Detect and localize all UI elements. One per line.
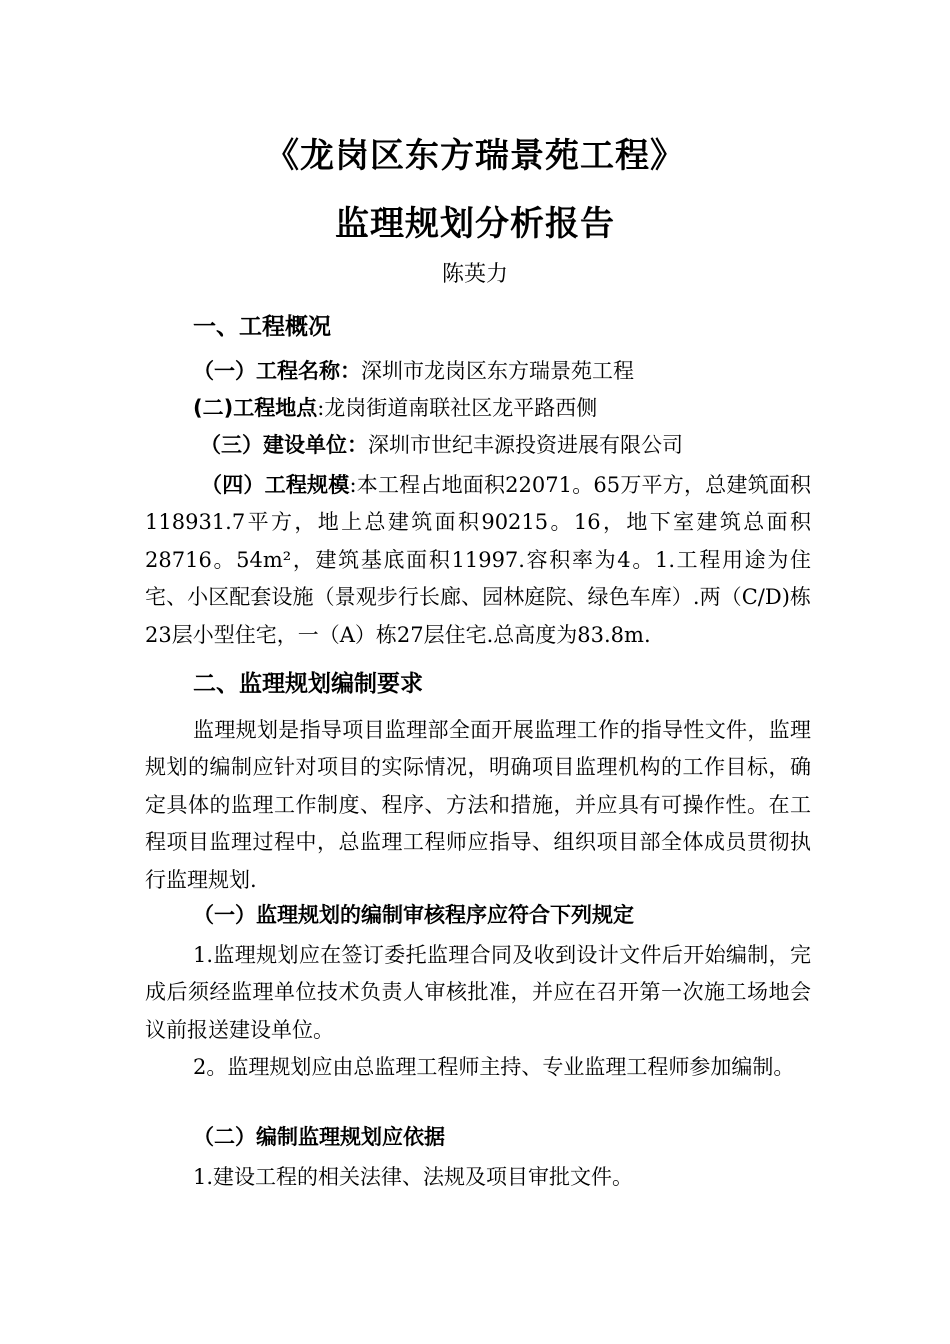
project-location-value: :龙岗街道南联社区龙平路西侧 — [317, 396, 598, 420]
project-name-value: 深圳市龙岗区东方瑞景苑工程 — [361, 359, 634, 383]
document-title-line2: 监理规划分析报告 — [335, 204, 615, 244]
project-scale-value: :本工程占地面积22071。65万平方，总建筑面积118931.7平方，地上总建筑面积90215。16，地下室建筑总面积28716。54m²，建筑基底面积11997.容积率为4。1.工程用途为住宅、小区配套设施（景观步行长廊、园林庭院、绿色车库）.两（C/D)栋23层小型住宅，一（A）栋27层住宅.总高度为83.8m. — [145, 473, 811, 647]
procedure-paragraph-2: 2。监理规划应由总监理工程师主持、专业监理工程师参加编制。 — [193, 1055, 795, 1079]
author-name: 陈英力 — [441, 262, 508, 287]
project-location-line — [193, 393, 597, 423]
section-heading-overview: 一、工程概况 — [193, 314, 331, 340]
project-name-label: （一）工程名称： — [193, 359, 361, 383]
requirements-intro-paragraph: 监理规划是指导项目监理部全面开展监理工作的指导性文件，监理规划的编制应针对项目的实际情况，明确项目监理机构的工作目标，确定具体的监理工作制度、程序、方法和措施，并应具有可操作性。在工程项目监理过程中，总监理工程师应指导、组织项目部全体成员贯彻执行监理规划. — [145, 718, 811, 892]
section-heading-requirements: 二、监理规划编制要求 — [193, 671, 423, 697]
basis-paragraph-1: 1.建设工程的相关法律、法规及项目审批文件。 — [193, 1165, 634, 1189]
project-name-line — [193, 356, 634, 386]
subsection-heading-procedure: （一）监理规划的编制审核程序应符合下列规定 — [193, 903, 634, 927]
project-location-label: (二)工程地点 — [193, 396, 318, 420]
procedure-paragraph-1: 1.监理规划应在签订委托监理合同及收到设计文件后开始编制，完成后须经监理单位技术负责人审核批准，并应在召开第一次施工场地会议前报送建设单位。 — [145, 943, 811, 1042]
project-scale-paragraph — [145, 467, 811, 654]
project-scale-label: （四）工程规模 — [201, 473, 350, 497]
document-title-line1: 《龙岗区东方瑞景苑工程》 — [265, 136, 685, 176]
subsection-heading-basis: （二）编制监理规划应依据 — [193, 1125, 445, 1149]
client-value: 深圳市世纪丰源投资进展有限公司 — [368, 433, 683, 457]
client-label: （三）建设单位： — [200, 433, 368, 457]
client-line — [200, 430, 683, 460]
